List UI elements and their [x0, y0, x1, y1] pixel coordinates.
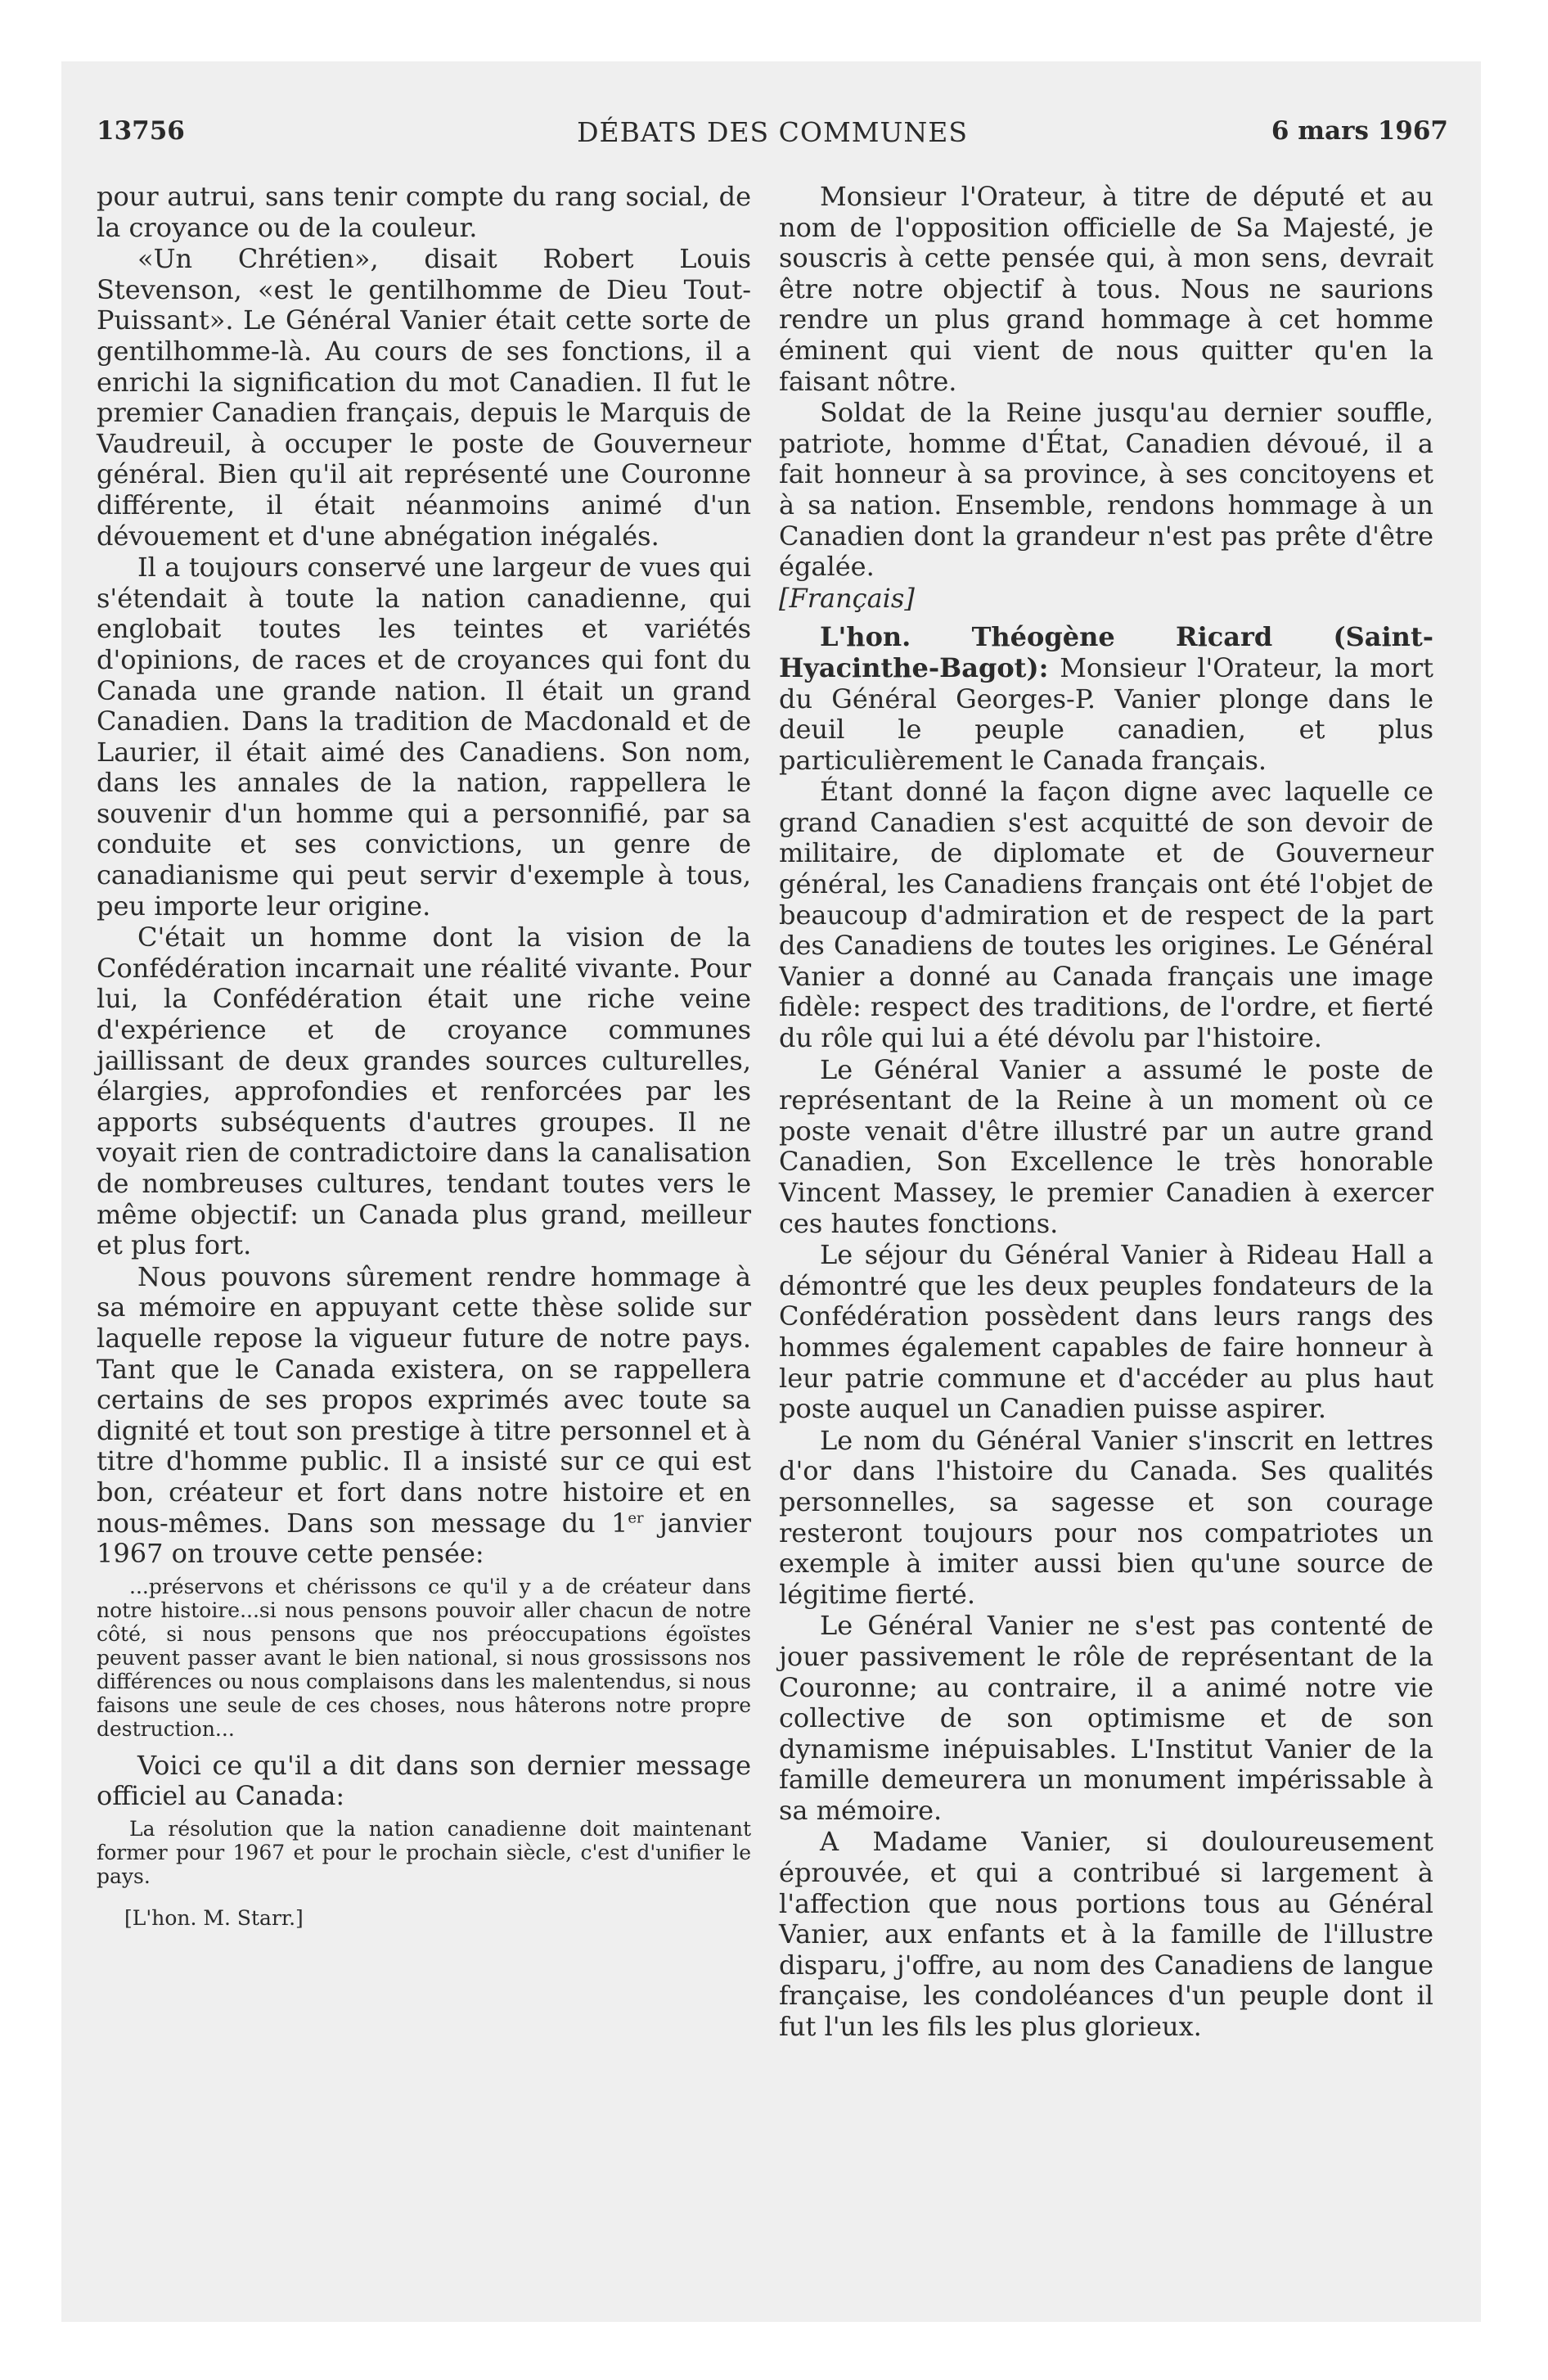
block-quote: ...préservons et chérissons ce qu'il y a de créateur dans notre histoire...si nous pensons pouvoir aller chacun de notre côté, si nous pensons que nos préoccupations égoïstes peuvent passer avant le bien national, si nous grossissons nos différences ou nous complaisons dans les malentendus, si nous faisons une seule de ces choses, nous hâterons notre propre destruction... [97, 1574, 751, 1741]
speaker-paragraph [779, 622, 1433, 776]
paragraph-with-date [97, 1262, 751, 1570]
paragraph: Le Général Vanier ne s'est pas contenté de jouer passivement le rôle de représentant de la Couronne; au contraire, il a animé notre vie collective de son optimisme et de son dynamisme inépuisables. L'Institut Vanier de la famille demeurera un monument impérissable à sa mémoire. [779, 1610, 1433, 1826]
text-run: janvier 1967 on trouve cette pensée: [97, 1507, 752, 1570]
language-tag: [Français] [779, 582, 915, 614]
speaker-attribution: [L'hon. M. Starr.] [124, 1905, 304, 1930]
paragraph: Le séjour du Général Vanier à Rideau Hall a démontré que les deux peuples fondateurs de la Confédération possèdent dans leurs rangs des hommes également capables de faire honneur à leur patrie commune et d'accéder au plus haut poste auquel un Canadien puisse aspirer. [779, 1239, 1433, 1425]
ordinal-superscript: er [628, 1508, 644, 1526]
paragraph: Voici ce qu'il a dit dans son dernier message officiel au Canada: [97, 1749, 751, 1812]
page-number: 13756 [97, 116, 185, 146]
speaker-name: L'hon. Théogène Ricard (Saint-Hyacinthe-Bagot): [779, 621, 1433, 683]
paragraph: Monsieur l'Orateur, à titre de député et au nom de l'opposition officielle de Sa Majesté, je souscris à cette pensée qui, à mon sens, devrait être notre objectif à tous. Nous ne saurions rendre un plus grand hommage à cet homme éminent qui vient de nous quitter qu'en la faisant nôtre. [779, 181, 1433, 397]
paragraph: C'était un homme dont la vision de la Confédération incarnait une réalité vivante. Pour lui, la Confédération était une riche veine d'expérience et de croyance communes jaillissant de deux grandes sources culturelles, élargies, approfondies et renforcées par les apports subséquents d'autres groupes. Il ne voyait rien de contradictoire dans la canalisation de nombreuses cultures, tendant toutes vers le même objectif: un Canada plus grand, meilleur et plus fort. [97, 922, 751, 1261]
paragraph: Étant donné la façon digne avec laquelle ce grand Canadien s'est acquitté de son devoir de militaire, de diplomate et de Gouverneur général, les Canadiens français ont été l'objet de beaucoup d'admiration et de respect de la part des Canadiens de toutes les origines. Le Général Vanier a donné au Canada français une image fidèle: respect des traditions, de l'ordre, et fierté du rôle qui lui a été dévolu par l'histoire. [779, 776, 1433, 1054]
paragraph: «Un Chrétien», disait Robert Louis Stevenson, «est le gentilhomme de Dieu Tout-Puissant». Le Général Vanier était cette sorte de gentilhomme-là. Au cours de ses fonctions, il a enrichi la signification du mot Canadien. Il fut le premier Canadien français, depuis le Marquis de Vaudreuil, à occuper le poste de Gouverneur général. Bien qu'il ait représenté une Couronne différente, il était néanmoins animé d'un dévouement et d'une abnégation inégalés. [97, 243, 751, 552]
paragraph: A Madame Vanier, si douloureusement éprouvée, et qui a contribué si largement à l'affection que nous portions tous au Général Vanier, aux enfants et à la famille de l'illustre disparu, j'offre, au nom des Canadiens de langue française, les condoléances d'un peuple dont il fut l'un les fils les plus glorieux. [779, 1826, 1433, 2043]
text-run: Monsieur l'Orateur, la mort du Général Georges-P. Vanier plonge dans le deuil le peuple canadien, et plus particulièrement le Canada français. [779, 651, 1433, 776]
block-quote: La résolution que la nation canadienne doit maintenant former pour 1967 et pour le prochain siècle, c'est d'unifier le pays. [97, 1816, 751, 1888]
paragraph: Il a toujours conservé une largeur de vues qui s'étendait à toute la nation canadienne, qui englobait toutes les teintes et variétés d'opinions, de races et de croyances qui font du Canada une grande nation. Il était un grand Canadien. Dans la tradition de Macdonald et de Laurier, il était aimé des Canadiens. Son nom, dans les annales de la nation, rappellera le souvenir d'un homme qui a personnifié, par sa conduite et ses convictions, un genre de canadianisme qui peut servir d'exemple à tous, peu importe leur origine. [97, 552, 751, 922]
left-column [97, 182, 751, 1930]
page-header [97, 116, 1448, 157]
publication-title: DÉBATS DES COMMUNES [577, 116, 968, 148]
text-run: Nous pouvons sûrement rendre hommage à sa mémoire en appuyant cette thèse solide sur laquelle repose la vigueur future de notre pays. Tant que le Canada existera, on se rappellera certains de ses propos exprimés avec toute sa dignité et tout son prestige à titre personnel et à titre d'homme public. Il a insisté sur ce qui est bon, créateur et fort dans notre histoire et en nous-mêmes. Dans son message du 1 [97, 1260, 751, 1539]
paragraph: pour autrui, sans tenir compte du rang social, de la croyance ou de la couleur. [97, 181, 751, 243]
paragraph: Le nom du Général Vanier s'inscrit en lettres d'or dans l'histoire du Canada. Ses qualités personnelles, sa sagesse et son courage resteront toujours pour nos compatriotes un exemple à imiter aussi bien qu'une source de légitime fierté. [779, 1424, 1433, 1610]
page-date: 6 mars 1967 [1271, 116, 1448, 146]
paragraph: Le Général Vanier a assumé le poste de représentant de la Reine à un moment où ce poste venait d'être illustré par un autre grand Canadien, Son Excellence le très honorable Vincent Massey, le premier Canadien à exercer ces hautes fonctions. [779, 1053, 1433, 1239]
paragraph: Soldat de la Reine jusqu'au dernier souffle, patriote, homme d'État, Canadien dévoué, il a fait honneur à sa province, à ses concitoyens et à sa nation. Ensemble, rendons hommage à un Canadien dont la grandeur n'est pas prête d'être égalée. [779, 397, 1433, 583]
right-column [779, 182, 1433, 2043]
